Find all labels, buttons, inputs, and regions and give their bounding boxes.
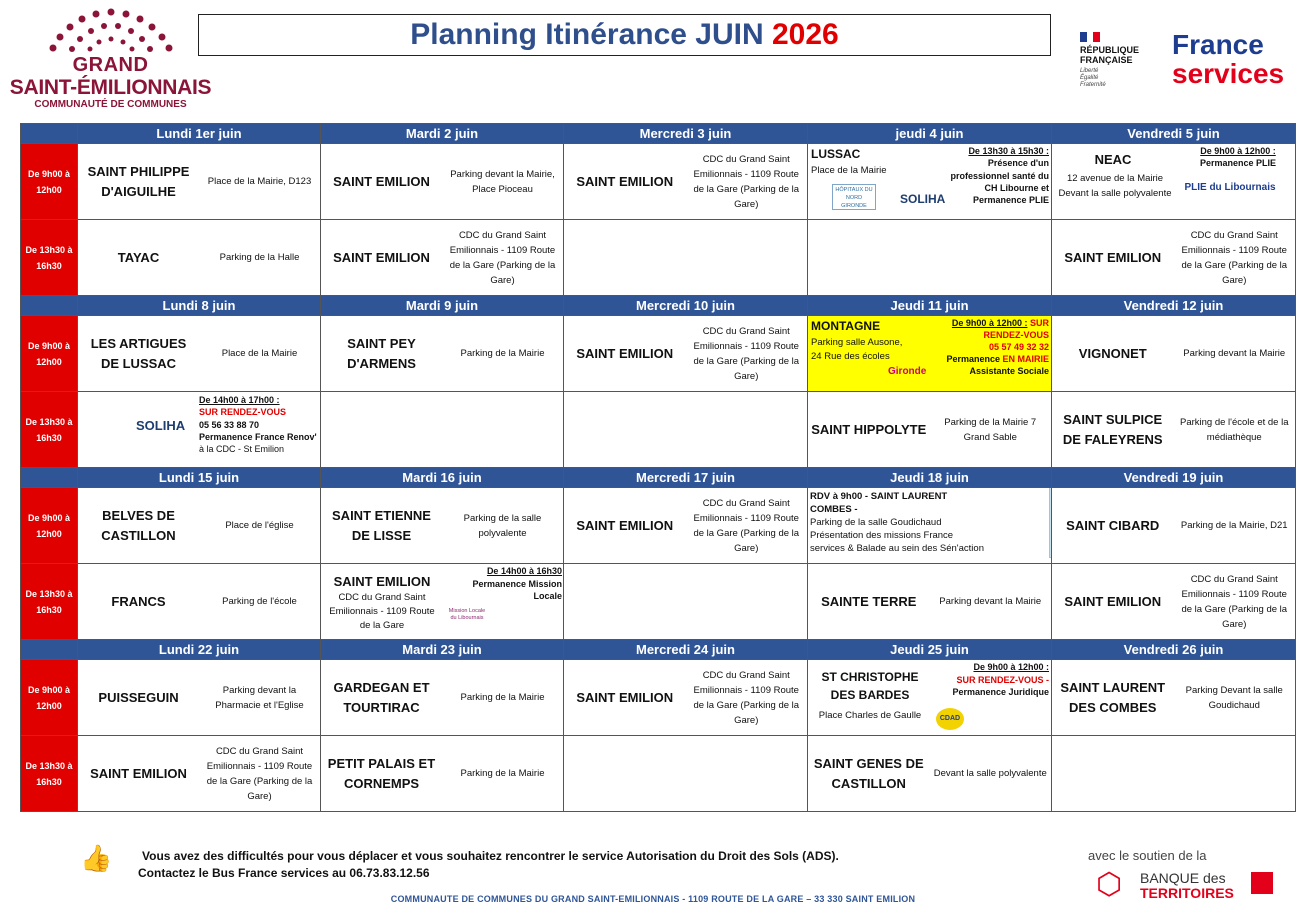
mission-locale-logo: Mission Locale du Libournais bbox=[448, 608, 486, 621]
schedule-cell bbox=[78, 316, 321, 392]
day-header: Mardi 9 juin bbox=[321, 296, 564, 316]
location-name: FRANCS bbox=[111, 593, 166, 609]
day-header: Mardi 16 juin bbox=[321, 468, 564, 488]
rf-motto1: Liberté bbox=[1080, 68, 1099, 74]
cdad-logo: CDAD bbox=[936, 708, 964, 730]
day-header: Vendredi 12 juin bbox=[1052, 296, 1296, 316]
location-name: SAINT HIPPOLYTE bbox=[811, 421, 927, 437]
location-name: SAINT EMILION bbox=[90, 765, 187, 781]
location-address: Devant la salle polyvalente bbox=[933, 768, 1047, 779]
event-place: Parking de la salle Goudichaud bbox=[810, 517, 942, 528]
permanence-time: De 14h00 à 16h30 bbox=[486, 566, 562, 576]
schedule-cell bbox=[321, 144, 564, 220]
schedule-cell-empty bbox=[564, 736, 808, 812]
plie-logo: PLIE du Libournais bbox=[1184, 182, 1276, 193]
schedule-cell bbox=[321, 316, 564, 392]
morning-row bbox=[21, 316, 1296, 392]
week-header-row bbox=[21, 640, 1296, 660]
republique-francaise-logo bbox=[1080, 32, 1170, 92]
location-address: CDC du Grand Saint Emilionnais - 1109 Route de la Gare (Parking de la Gare) bbox=[206, 745, 313, 802]
location-address: Parking de la Mairie bbox=[460, 768, 545, 779]
event-description: Présentation des missions France services & Balade au sein des Sén'action bbox=[810, 530, 984, 554]
phone-number: 05 57 49 32 32 bbox=[988, 342, 1049, 352]
title-main: Planning Itinérance JUIN bbox=[410, 18, 772, 51]
logo-line3: COMMUNAUTÉ DE COMMUNES bbox=[34, 99, 187, 110]
week-header-row bbox=[21, 296, 1296, 316]
location-name: SAINT EMILION bbox=[333, 574, 431, 589]
hopitaux-logo: HÔPITAUX DU NORD GIRONDE bbox=[832, 184, 876, 210]
schedule-cell bbox=[808, 564, 1052, 640]
location-address: CDC du Grand Saint Emilionnais - 1109 Route de la Gare (Parking de la Gare) bbox=[693, 153, 800, 210]
title-year: 2026 bbox=[772, 18, 839, 51]
soutien-label: avec le soutien de la bbox=[1088, 848, 1207, 863]
fs-line1: France bbox=[1172, 29, 1264, 60]
afternoon-row bbox=[21, 736, 1296, 812]
location-address: 12 avenue de la Mairie Devant la salle polyvalente bbox=[1058, 173, 1172, 199]
location-name: PUISSEGUIN bbox=[98, 689, 179, 705]
day-header: Vendredi 26 juin bbox=[1052, 640, 1296, 660]
permanence-info: Permanence France Renov' bbox=[199, 431, 317, 442]
grand-saint-emilionnais-logo bbox=[8, 6, 213, 110]
morning-row bbox=[21, 488, 1296, 564]
location-name: GARDEGAN ET TOURTIRAC bbox=[333, 679, 430, 715]
schedule-cell bbox=[78, 392, 321, 468]
permanence-time: De 14h00 à 17h00 : bbox=[199, 395, 280, 405]
schedule-cell bbox=[808, 660, 1052, 736]
logo-line1: GRAND bbox=[72, 54, 149, 76]
gironde-logo: Gironde bbox=[888, 366, 927, 377]
afternoon-row bbox=[21, 392, 1296, 468]
location-address: CDC du Grand Saint Emilionnais - 1109 Route de la Gare (Parking de la Gare) bbox=[1181, 573, 1288, 630]
location-name: MONTAGNE bbox=[811, 319, 881, 333]
day-header: Mercredi 3 juin bbox=[564, 124, 808, 144]
location-name: BELVES DE CASTILLON bbox=[101, 507, 176, 543]
soliha-logo: SOLIHA bbox=[136, 418, 186, 433]
schedule-cell bbox=[1052, 392, 1296, 468]
day-header: Mardi 2 juin bbox=[321, 124, 564, 144]
phone-number: 05 56 33 88 70 bbox=[199, 419, 260, 430]
location-address: Parking devant la Mairie bbox=[939, 596, 1042, 607]
morning-row bbox=[21, 660, 1296, 736]
permanence-info2: Assistante Sociale bbox=[969, 366, 1049, 376]
location-name: LES ARTIGUES DE LUSSAC bbox=[90, 335, 187, 371]
thumbs-up-icon: 👍 bbox=[80, 843, 113, 873]
location-address: Place de la Mairie bbox=[221, 348, 298, 359]
location-name: TAYAC bbox=[117, 249, 160, 265]
schedule-cell-empty bbox=[321, 392, 564, 468]
schedule-cell bbox=[321, 220, 564, 296]
header-corner bbox=[21, 640, 78, 660]
location-name: SAINT EMILION bbox=[1064, 593, 1162, 609]
schedule-cell bbox=[808, 488, 1052, 564]
schedule-cell bbox=[1052, 488, 1296, 564]
logo-dots-icon bbox=[36, 6, 186, 61]
location-name: LUSSAC bbox=[811, 147, 861, 161]
location-address: Parking devant la Mairie bbox=[1183, 348, 1286, 359]
schedule-cell bbox=[1052, 660, 1296, 736]
french-flag-icon bbox=[1080, 32, 1100, 42]
location-address: CDC du Grand Saint Emilionnais - 1109 Route de la Gare (Parking de la Gare) bbox=[449, 229, 556, 286]
day-header: Mardi 23 juin bbox=[321, 640, 564, 660]
day-header: Lundi 22 juin bbox=[78, 640, 321, 660]
time-slot-morning: De 9h00 à 12h00 bbox=[21, 660, 78, 736]
schedule-cell bbox=[1052, 220, 1296, 296]
location-address: Place de l'église bbox=[225, 520, 294, 531]
location-name: NEAC bbox=[1094, 152, 1132, 167]
rdv-label: SUR RENDEZ-VOUS bbox=[983, 318, 1049, 340]
day-header: Lundi 1er juin bbox=[78, 124, 321, 144]
location-name: VIGNONET bbox=[1078, 345, 1147, 361]
location-name: SAINT GENES DE CASTILLON bbox=[813, 755, 924, 791]
schedule-cell bbox=[78, 488, 321, 564]
schedule-cell bbox=[808, 144, 1052, 220]
time-slot-morning: De 9h00 à 12h00 bbox=[21, 144, 78, 220]
notice-line2: Contactez le Bus France services au 06.73.83.12.56 bbox=[138, 866, 430, 880]
location-name: SAINT PEY D'ARMENS bbox=[347, 335, 416, 371]
schedule-cell bbox=[78, 144, 321, 220]
day-header: Lundi 15 juin bbox=[78, 468, 321, 488]
week-header-row bbox=[21, 468, 1296, 488]
rf-line2: FRANÇAISE bbox=[1080, 55, 1133, 65]
day-header: Mercredi 24 juin bbox=[564, 640, 808, 660]
permanence-info: Permanence PLIE bbox=[1199, 158, 1277, 168]
schedule-cell bbox=[808, 392, 1052, 468]
time-slot-morning: De 9h00 à 12h00 bbox=[21, 316, 78, 392]
location-name: SAINTE TERRE bbox=[821, 593, 917, 609]
time-slot-afternoon: De 13h30 à 16h30 bbox=[21, 564, 78, 640]
schedule-cell-empty bbox=[564, 564, 808, 640]
time-slot-afternoon: De 13h30 à 16h30 bbox=[21, 220, 78, 296]
week-header-row bbox=[21, 124, 1296, 144]
day-header: Vendredi 5 juin bbox=[1052, 124, 1296, 144]
permanence-info: Permanence Juridique bbox=[952, 687, 1049, 697]
page-title bbox=[198, 14, 1051, 56]
schedule-cell-highlight bbox=[808, 316, 1052, 392]
rf-motto3: Fraternité bbox=[1080, 82, 1106, 88]
location-address: 24 Rue des écoles bbox=[811, 351, 890, 362]
schedule-cell-empty bbox=[1052, 736, 1296, 812]
location-address: Parking de l'école et de la médiathèque bbox=[1180, 416, 1289, 443]
location-name: SAINT EMILION bbox=[576, 689, 674, 705]
location-address: Parking de la Mairie 7 Grand Sable bbox=[944, 416, 1037, 443]
permanence-time: De 9h00 à 12h00 : bbox=[973, 662, 1049, 672]
planning-table bbox=[20, 123, 1296, 812]
schedule-cell bbox=[564, 316, 808, 392]
location-address: Parking devant la Mairie, Place Pioceau bbox=[450, 168, 555, 195]
permanence-info: Permanence Mission Locale bbox=[472, 578, 562, 601]
header-corner bbox=[21, 296, 78, 316]
rdv-label: SUR RENDEZ-VOUS bbox=[199, 407, 287, 418]
schedule-cell-empty bbox=[564, 220, 808, 296]
caisse-depots-icon bbox=[1251, 872, 1273, 894]
event-title: RDV à 9h00 - SAINT LAURENT COMBES - bbox=[810, 491, 948, 515]
location-address: Parking de la Mairie, D21 bbox=[1180, 520, 1288, 531]
schedule-cell bbox=[1052, 316, 1296, 392]
location-address: CDC du Grand Saint Emilionnais - 1109 Route de la Gare (Parking de la Gare) bbox=[693, 325, 800, 382]
permanence-info-red: EN MAIRIE bbox=[1002, 354, 1049, 364]
day-header: Lundi 8 juin bbox=[78, 296, 321, 316]
banque-line1: BANQUE des bbox=[1140, 870, 1226, 886]
location-address: Parking de la salle polyvalente bbox=[463, 512, 542, 539]
schedule-cell bbox=[564, 488, 808, 564]
time-slot-morning: De 9h00 à 12h00 bbox=[21, 488, 78, 564]
location-name: SAINT EMILION bbox=[1064, 249, 1162, 265]
permanence-info: Présence d'un professionnel santé du CH Libourne et Permanence PLIE bbox=[950, 158, 1049, 206]
location-address: Parking de la Mairie bbox=[460, 692, 545, 703]
day-header: jeudi 4 juin bbox=[808, 124, 1052, 144]
time-slot-afternoon: De 13h30 à 16h30 bbox=[21, 392, 78, 468]
fs-line2: services bbox=[1172, 58, 1285, 89]
schedule-cell-empty bbox=[564, 392, 808, 468]
logo-line2: SAINT-ÉMILIONNAIS bbox=[9, 76, 212, 99]
schedule-cell bbox=[78, 736, 321, 812]
day-header: Mercredi 17 juin bbox=[564, 468, 808, 488]
schedule-cell bbox=[78, 220, 321, 296]
schedule-cell bbox=[78, 564, 321, 640]
afternoon-row bbox=[21, 564, 1296, 640]
location-name: SAINT EMILION bbox=[333, 249, 430, 265]
location-address: Parking de la Halle bbox=[219, 252, 300, 263]
location-address: Place de la Mairie, D123 bbox=[207, 176, 312, 187]
schedule-cell bbox=[1052, 564, 1296, 640]
schedule-cell-empty bbox=[808, 220, 1052, 296]
day-header: Jeudi 18 juin bbox=[808, 468, 1052, 488]
location-name: PETIT PALAIS ET CORNEMPS bbox=[327, 755, 436, 791]
morning-row bbox=[21, 144, 1296, 220]
page-footer: COMMUNAUTE DE COMMUNES DU GRAND SAINT-EMILIONNAIS - 1109 ROUTE DE LA GARE – 33 330 SAINT EMILION bbox=[390, 894, 916, 904]
location-name: SAINT CIBARD bbox=[1066, 517, 1160, 533]
location-name: ST CHRISTOPHE DES BARDES bbox=[821, 670, 919, 702]
time-slot-afternoon: De 13h30 à 16h30 bbox=[21, 736, 78, 812]
day-header: Jeudi 25 juin bbox=[808, 640, 1052, 660]
location-address: CDC du Grand Saint Emilionnais - 1109 Route de la Gare (Parking de la Gare) bbox=[693, 497, 800, 554]
day-header: Jeudi 11 juin bbox=[808, 296, 1052, 316]
banque-line2: TERRITOIRES bbox=[1140, 885, 1234, 901]
location-address: Parking Devant la salle Goudichaud bbox=[1185, 684, 1283, 711]
schedule-cell bbox=[564, 144, 808, 220]
location-address: Place de la Mairie bbox=[811, 165, 887, 176]
afternoon-row bbox=[21, 220, 1296, 296]
schedule-cell bbox=[78, 660, 321, 736]
permanence-time: De 13h30 à 15h30 : bbox=[968, 146, 1049, 156]
rdv-label: SUR RENDEZ-VOUS - bbox=[956, 674, 1049, 685]
france-services-logo bbox=[1172, 30, 1292, 88]
day-header: Mercredi 10 juin bbox=[564, 296, 808, 316]
notice-line1: Vous avez des difficultés pour vous déplacer et vous souhaitez rencontrer le service Autorisation du Droit des Sols (ADS). bbox=[142, 849, 839, 863]
rf-line1: RÉPUBLIQUE bbox=[1080, 45, 1140, 55]
schedule-cell bbox=[808, 736, 1052, 812]
header-corner bbox=[21, 124, 78, 144]
location-address: CDC du Grand Saint Emilionnais - 1109 Route de la Gare (Parking de la Gare) bbox=[1181, 229, 1288, 286]
schedule-cell bbox=[321, 488, 564, 564]
schedule-cell bbox=[321, 564, 564, 640]
rf-motto2: Égalité bbox=[1080, 75, 1099, 81]
location-name: SAINT ETIENNE DE LISSE bbox=[332, 507, 431, 543]
location-address: CDC du Grand Saint Emilionnais - 1109 Route de la Gare bbox=[329, 592, 435, 631]
location-name: SAINT SULPICE DE FALEYRENS bbox=[1062, 411, 1163, 447]
permanence-time: De 9h00 à 12h00 : bbox=[1200, 146, 1276, 156]
banque-des-territoires-logo bbox=[1088, 848, 1298, 901]
soliha-logo: SOLIHA bbox=[900, 192, 946, 206]
header-corner bbox=[21, 468, 78, 488]
schedule-cell bbox=[321, 660, 564, 736]
permanence-info: Permanence bbox=[946, 354, 1000, 364]
location-address: Parking devant la Pharmacie et l'Eglise bbox=[215, 684, 304, 711]
schedule-cell bbox=[1052, 144, 1296, 220]
location-name: SAINT LAURENT DES COMBES bbox=[1060, 679, 1166, 715]
location-address: Place Charles de Gaulle bbox=[818, 710, 922, 721]
schedule-cell bbox=[321, 736, 564, 812]
hexagon-icon: ⬡ bbox=[1096, 868, 1123, 901]
location-name: SAINT EMILION bbox=[333, 173, 430, 189]
location-address: Parking de la Mairie bbox=[460, 348, 545, 359]
location-address: Parking salle Ausone, bbox=[811, 337, 903, 348]
location-name: SAINT EMILION bbox=[576, 173, 674, 189]
permanence-info2: à la CDC - St Emilion bbox=[199, 444, 285, 455]
location-name: SAINT EMILION bbox=[576, 345, 674, 361]
location-name: SAINT EMILION bbox=[576, 517, 674, 533]
location-address: Parking de l'école bbox=[222, 596, 297, 607]
location-address: CDC du Grand Saint Emilionnais - 1109 Route de la Gare (Parking de la Gare) bbox=[693, 669, 800, 726]
day-header: Vendredi 19 juin bbox=[1052, 468, 1296, 488]
permanence-time: De 9h00 à 12h00 : bbox=[951, 318, 1028, 328]
schedule-cell bbox=[564, 660, 808, 736]
location-name: SAINT PHILIPPE D'AIGUILHE bbox=[87, 163, 190, 199]
